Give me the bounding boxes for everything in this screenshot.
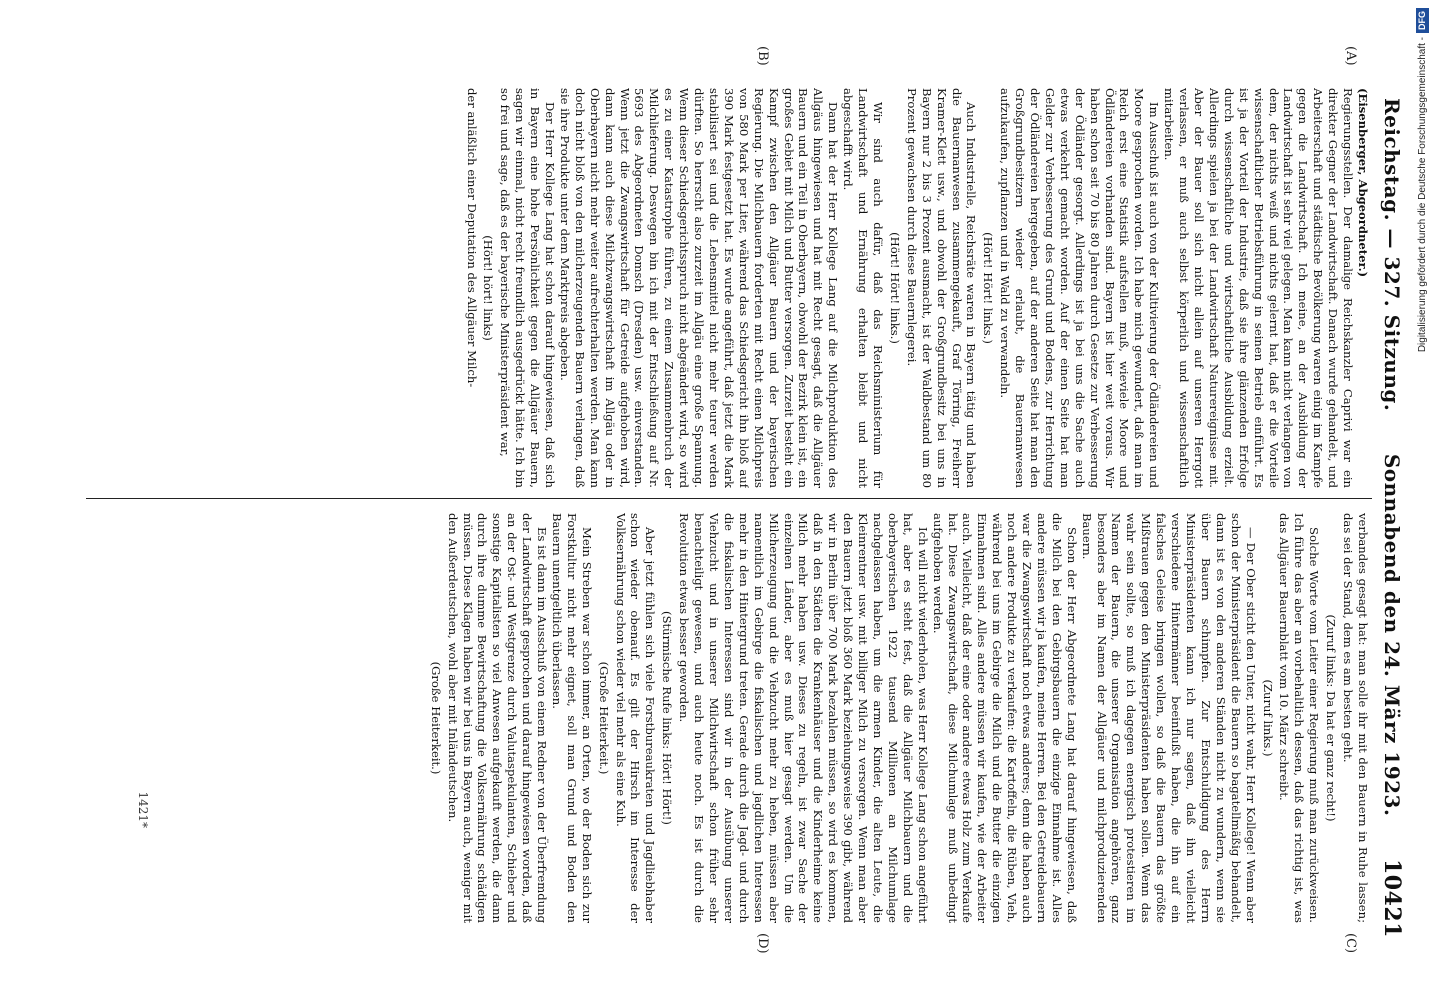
right-paragraph-3: — Der Ober sticht den Unter, nicht wahr, Herr Kollege! Wenn aber schon der Ministerpräsident die Bauern so bagatellmäßig behandelt, dann ist es von den anderen Ständen nicht zu wundern, wenn sie über Bauern schimpfen. Zur Entschuldigung des Herrn Ministerpräsidenten kann ich nur sagen, daß ihn vielleicht verschiedene Hintermänner beeinflußt haben, die ihn auf ein falsches Geleise bringen wollen, so daß die Bauern das größte Mißtrauen gegen den Ministerpräsidenten haben sollen. Wenn das wahr sein sollte, so muß ich dagegen energisch protestieren im Namen der Bauern, die unserer Organisation angehören, ganz besonders aber im Namen der Allgäuer und milchproduzierenden Bauern. [1079,513,1258,923]
column-divider [86,498,1372,499]
right-paragraph-6: Aber jetzt fühlen sich viele Forstbureaukraten und Jagdliebhaber schon wieder obenauf. Es gilt der Hirsch im Interesse der Volksernährung schon wieder viel mehr als eine Kuh. [613,513,658,923]
margin-label-b: (B) [755,46,770,66]
dfg-logo: DFG [1416,8,1429,33]
margin-label-c: (C) [1343,933,1358,954]
left-paragraph-6: Der Herr Kollege Lang hat schon darauf hingewiesen, daß sich in Bayern eine hohe Persönlichkeit gegen die Allgäuer Bauern, sagen wir einmal, nicht recht freundlich ausgedrückt hätte. Ich bin so frei und sage, daß es der bayerische Ministerpräsident war, [498,88,558,488]
right-paragraph-2: Solche Worte vom Leiter einer Regierung muß man zurückweisen. Ich führe das aber an vorbehaltlich dessen, daß das richtig ist, was das Allgäuer Bauernblatt vom 10. März schreibt. [1277,513,1322,923]
header-session: Reichstag. — 327. Sitzung. [1380,98,1404,412]
left-paragraph-7: der anläßlich einer Deputation des Allgäuer Milch- [464,88,479,388]
left-paragraph-5: Dann hat der Herr Kollege Lang auf die Milchproduktion des Allgäus hingewiesen und hat mit Recht gesagt, daß die Allgäuer Bauern und ein Teil in Oberbayern, obwohl der Bezirk klein ist, ein großes Gebiet mit Milch und Butter versorgen. Zurzeit besteht ein Kampf zwischen den Allgäuer Bauern und der bayerischen Regierung. Die Milchbauern forderten mit Recht einen Milchpreis von 580 Mark per Liter, während das Schiedsgericht ihn bloß auf 390 Mark festgesetzt hat. Es wurde angeführt, daß jetzt die Mark stabilisiert sei und die Lebensmittel nicht mehr teurer werden dürften. So herrscht also zurzeit im Allgäu eine große Spannung. Wenn dieser Schiedsgerichtsspruch nicht abgeändert wird, so wird es zu einer Katastrophe führen, zu einem Zusammenbruch der Milchlieferung. Deswegen bin ich mit der Entschließung auf Nr. 5693 des Abgeordneten Domsch (Dresden) usw. einverstanden. Wenn jetzt die Zwangswirtschaft für Getreide aufgehoben wird, dann kann auch diese Milchzwangswirtschaft im Allgäu oder in Oberbayern nicht mehr weiter aufrechterhalten werden. Man kann doch nicht bloß von den milcherzeugenden Bauern verlangen, daß sie ihre Produkte unter dem Marktpreis abgeben. [557,88,841,488]
rotated-page-area [66,28,1420,978]
page-number: 10421 [1379,858,1405,938]
right-column [86,513,1370,923]
interjection: (Stürmische Rufe links: Hört! Hört!) [660,611,675,825]
margin-label-a: (A) [1343,46,1358,66]
interjection: (Hört! Hört! links.) [981,232,996,344]
interjection: (Zuruf links: Da hat er ganz recht!) [1324,614,1339,822]
header-date: Sonnabend den 24. März 1923. [1380,453,1404,817]
right-paragraph-1: verbandes gesagt hat: man solle ihr mit den Bauern in Ruhe lassen; das sei der Stand, dem es am besten geht. [1341,513,1370,923]
right-paragraph-8: Es ist dann im Ausschuß von einem Redner von der Überfremdung der Landwirtschaft gesprochen und darauf hingewiesen worden, daß an der Ost- und Westgrenze durch Valutaspekulanten, Schieber und sonstige Kapitalisten so viel Anwesen aufgekauft werden, die dann durch ihre dumme Bewirtschaftung die Volksernährung schädigen müssen. Diese Klagen haben wir bei uns in Bayern auch, weniger mit den Außerdeutschen, wohl aber mit Inländeutschen. [445,513,550,923]
document-page [66,28,1420,978]
interjection: (Hört! Hört! links.) [887,232,902,344]
interjection: (Große Heiterkeit.) [428,661,443,775]
interjection: (Zuruf links.) [1260,679,1275,757]
page-footnote-mark: 1421* [136,791,150,828]
interjection: (Hört! hört! links) [481,235,496,341]
right-paragraph-7: Mein Streben war schon immer, an Orten, wo der Boden sich zur Forstkultur nicht mehr eignet, soll man Grund und Boden den Bauern unentgeltlich überlassen. [549,513,594,923]
digitization-credit [1414,8,1430,988]
page-header [1372,98,1412,938]
left-column [86,88,1370,488]
left-paragraph-1: Regierungsstellen. Der damalige Reichskanzler Caprivi war ein direkter Gegner der Landwirtschaft. Danach wurde gehandelt, und Arbeiterschaft und städtische Bevölkerung waren einig im Kampfe gegen die Landwirtschaft. Ich meine, an der Ausbildung der Landwirtschaft ist sehr viel gelegen. Man kann nicht verlangen von dem, der nichts weiß und nichts gelernt hat, daß er die Vorteile wissenschaftlicher Betriebsführung in seinen Betrieb einführt. Es ist ja der Vorteil der Industrie, daß sie ihre glänzenden Erfolge durch wissenschaftliche und wirtschaftliche Ausbildung erzielt. Allerdings spielen ja bei der Landwirtschaft Naturereignisse mit. Aber der Bauer soll sich nicht allein auf unseren Herrgott verlassen, er muß auch selbst körperlich und wissenschaftlich mitarbeiten. [1162,88,1356,488]
left-paragraph-2: Im Ausschuß ist auch von der Kultivierung der Ödländereien und Moore gesprochen worden. Ich habe mich gewundert, daß man im Reich erst eine Statistik aufstellen muß, wieviele Moore und Ödländereien vorhanden sind. Bayern ist hier weit voraus. Wir haben schon seit 70 bis 80 Jahren durch Gesetze zur Verbesserung der Ödländer gesorgt. Allerdings ist ja bei uns die Sache auch etwas verkehrt gemacht worden. Auf der einen Seite hat man Gelder zur Verbesserung des Grund und Bodens, zur Herrichtung der Ödländereien hergegeben, auf der anderen Seite hat man den Großgrundbesitzern wieder erlaubt, die Bauernanwesen aufzukaufen, zupflanzen und in Wald zu verwandeln. [998,88,1162,488]
right-paragraph-5: Ich will nicht wiederholen, was Herr Kollege Lang schon angeführt hat, aber es steht fest, daß die Allgäuer Milchbauern und die oberbayerischen 1922 tausend Millionen an Milchumlage nachgelassen haben, um die armen Kinder, die alten Leute, die Kleinrentner usw. mit billiger Milch zu versorgen. Wenn man aber den Bauern jetzt bloß 360 Mark beziehungsweise 390 gibt, während wir in Berlin über 700 Mark bezahlen müssen, so wird es kommen, daß in den Städten die Krankenhäuser und die Kinderheime keine Milch mehr haben usw. Dieses zu regeln, ist zwar Sache der einzelnen Länder, aber es muß hier gesagt werden. Um die Milcherzeugung und die Viehzucht mehr zu heben, müssen aber namentlich im Gebirge die fiskalischen und jagdlichen Interessen mehr in den Hintergrund treten. Gerade durch die Jagd- und durch die fiskalischen Interessen sind wir in der Ausübung unserer Viehzucht und in unserer Milchwirtschaft schon früher sehr benachteiligt gewesen, und auch heute noch. Es ist durch die Revolution etwas besser geworden. [677,513,930,923]
left-paragraph-3: Auch Industrielle, Reichsräte waren in Bayern tätig und haben die Bauernanwesen zusammengekauft, Graf Törring, Freiherr Kramer-Klett usw., und obwohl der Großgrundbesitz bei uns in Bayern nur 2 bis 3 Prozent ausmacht, ist der Waldbestand um 80 Prozent gewachsen durch diese Bauernlegerei. [904,88,979,488]
interjection: (Große Heiterkeit.) [596,661,611,775]
right-paragraph-4: Schon der Herr Abgeordnete Lang hat darauf hingewiesen, daß die Milch bei den Gebirgsbauern die einzige Einnahme ist. Alles andere müssen wir ja kaufen, meine Herren. Bei den Getreidebauern war die Zwangswirtschaft noch etwas anderes; denn die haben auch noch andere Produkte zu verkaufen: die Kartoffeln, die Rüben, Vieh, während bei uns im Gebirge die Milch und die Butter die einzigen Einnahmen sind. Alles andere müssen wir kaufen, wie der Arbeiter auch. Vielleicht, daß der eine oder andere etwas Holz zum Verkaufe hat. Diese Zwangswirtschaft, diese Milchumlage muß unbedingt aufgehoben werden. [930,513,1079,923]
left-paragraph-4: Wir sind auch dafür, daß das Reichsministerium für Landwirtschaft und Ernährung erhalten bleibt und nicht abgeschafft wird. [841,88,885,488]
margin-label-d: (D) [755,933,770,954]
credit-text: Digitalisierung gefördert durch die Deutsche Forschungsgemeinschaft - [1416,37,1428,353]
speaker-name: (Eisenberger, Abgeordneter.) [1356,88,1370,278]
